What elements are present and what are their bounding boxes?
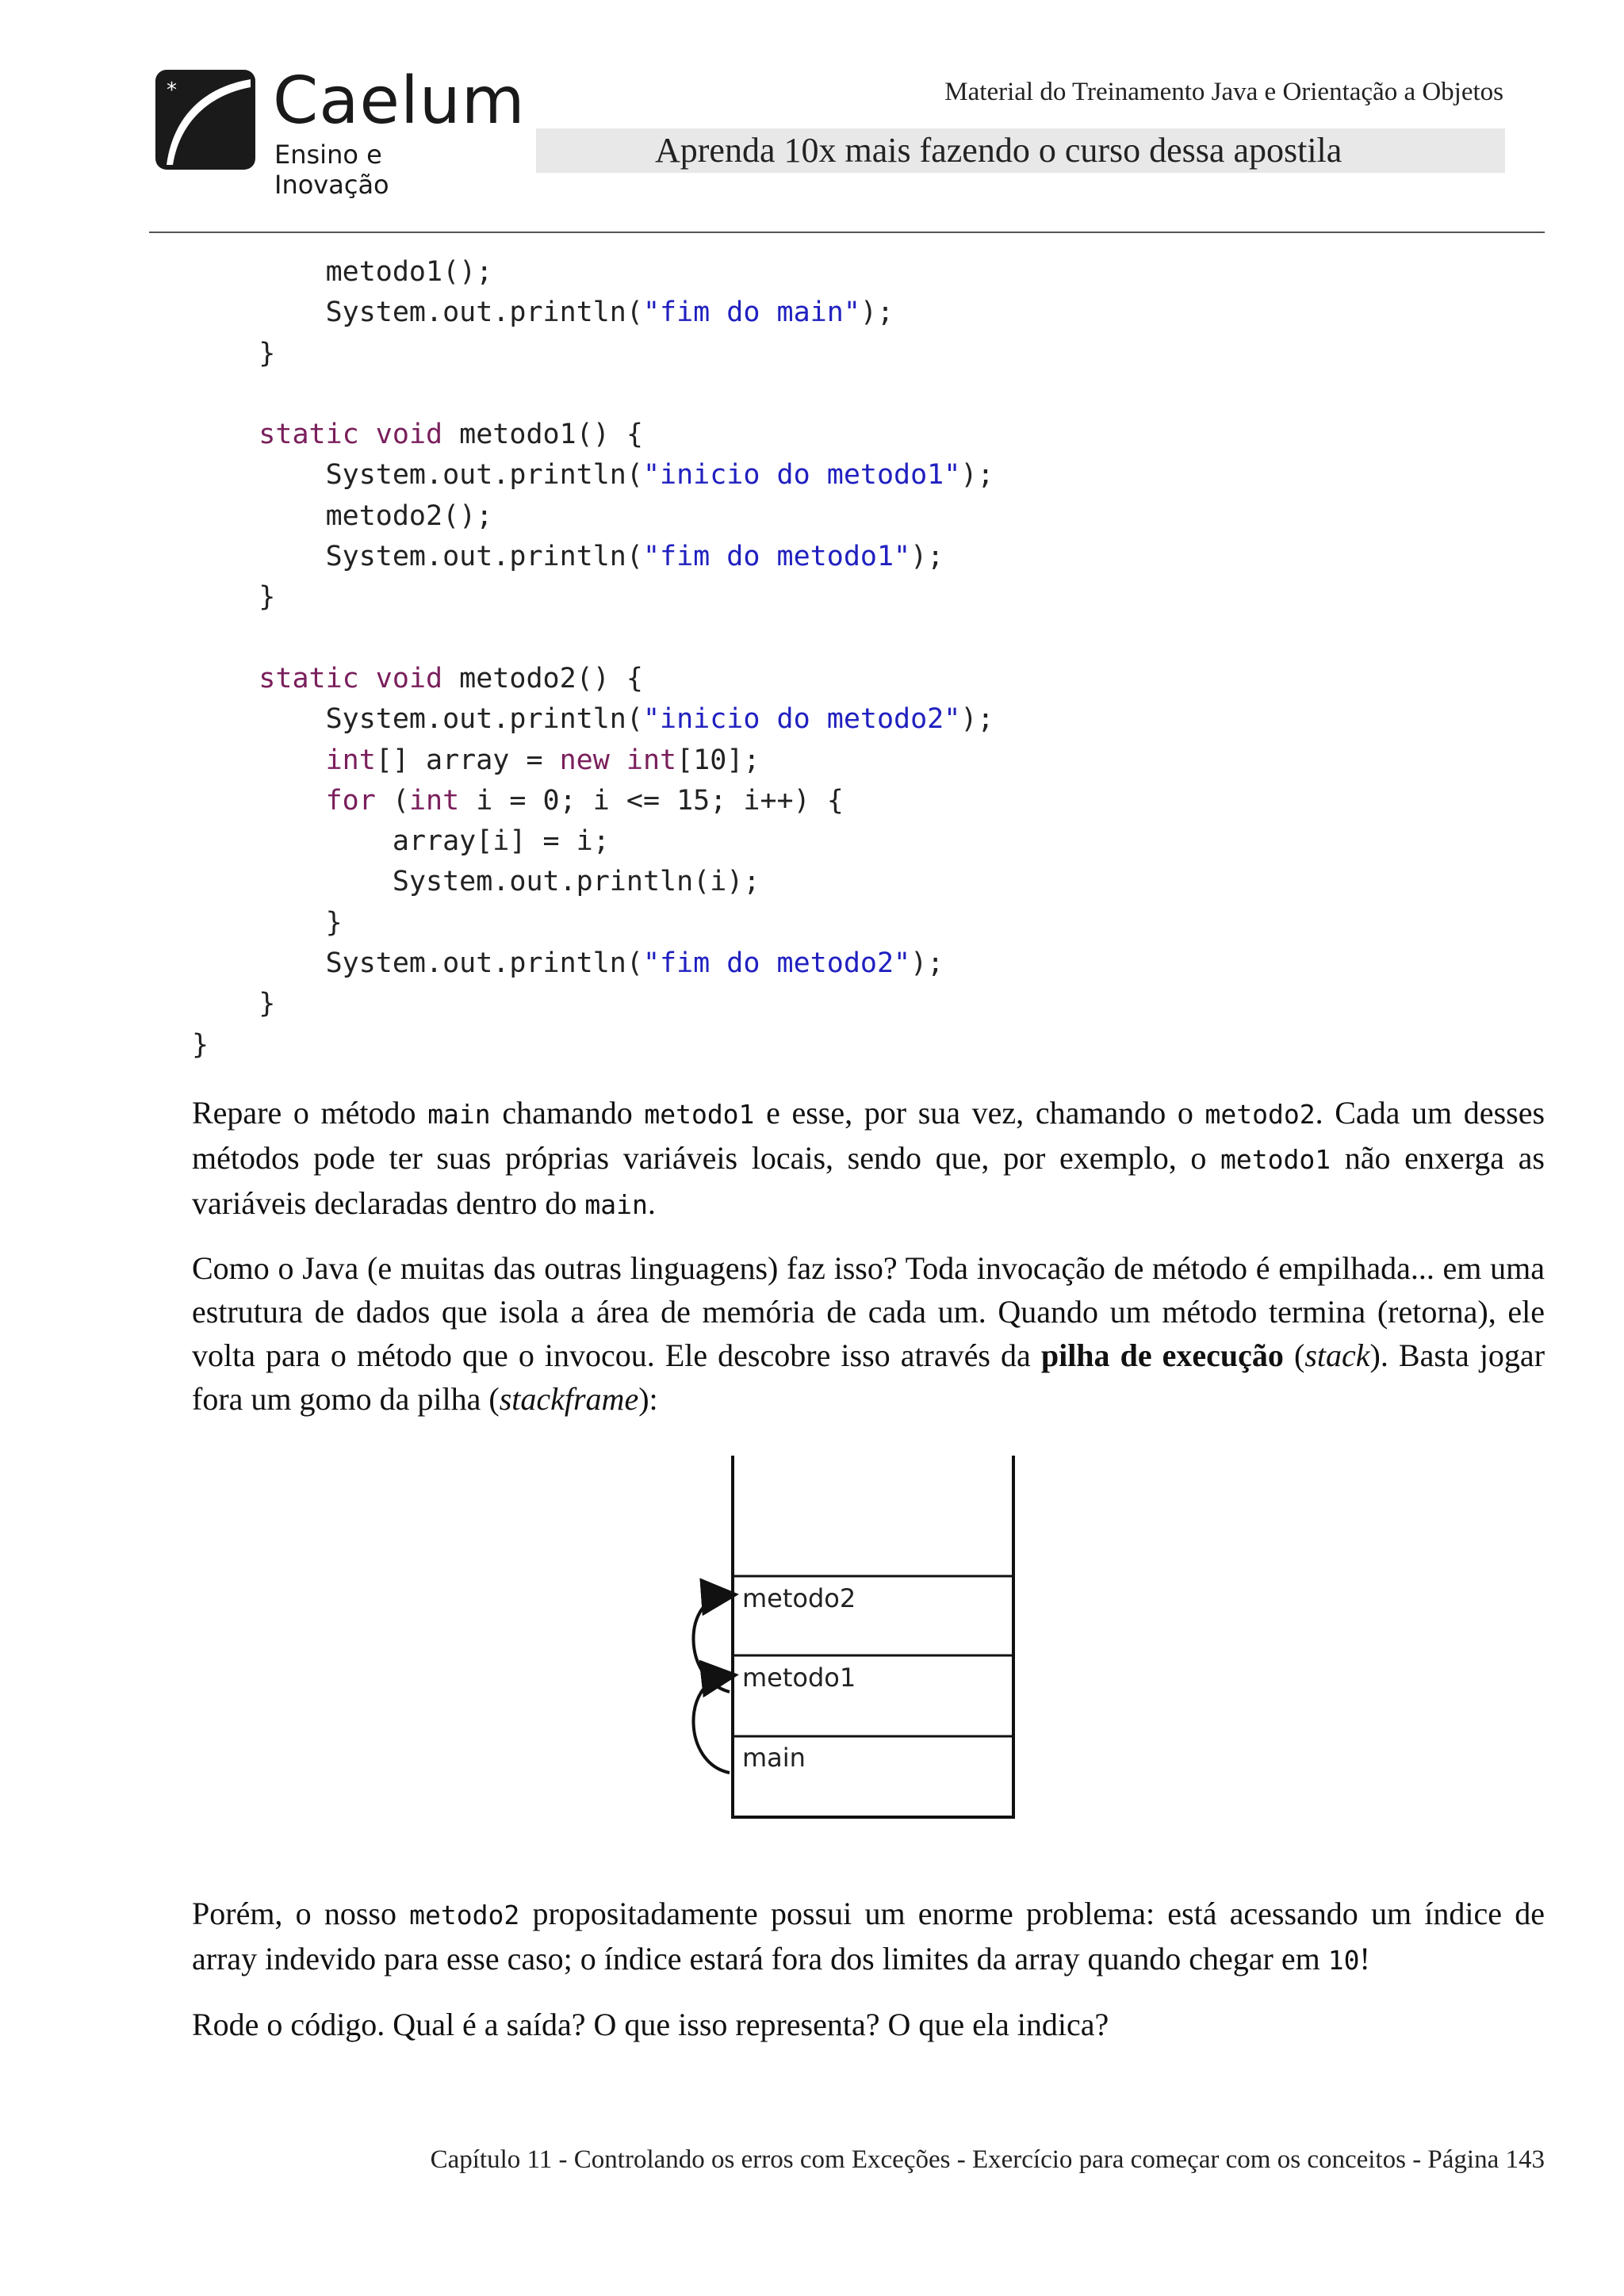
header-banner-text: Aprenda 10x mais fazendo o curso dessa apostila xyxy=(655,131,1342,170)
code-line: System.out.println("fim do main"); xyxy=(325,297,894,329)
logo-name: Caelum xyxy=(273,63,526,139)
frame-label-main: main xyxy=(742,1743,806,1773)
svg-text:*: * xyxy=(167,78,177,102)
paragraph-array-problem: Porém, o nosso metodo2 propositadamente possui um enorme problema: está acessando um índice de array indevido para esse caso; o índice estará fora dos limites da array quando chegar em 10! xyxy=(192,1896,1545,1976)
code-line: static void metodo1() { xyxy=(259,419,643,451)
code-line: metodo1(); xyxy=(325,256,493,288)
code-line: } xyxy=(259,581,276,614)
stack-diagram xyxy=(666,1456,1031,1828)
code-line: } xyxy=(325,906,343,939)
code-line: System.out.println(i); xyxy=(392,866,760,898)
page-footer: Capítulo 11 - Controlando os erros com Exceções - Exercício para começar com os conceitos - Página 143 xyxy=(430,2145,1545,2174)
caelum-logo xyxy=(155,63,526,200)
code-line: System.out.println("inicio do metodo1"); xyxy=(325,459,994,492)
code-line: } xyxy=(259,988,276,1020)
code-line: array[i] = i; xyxy=(392,825,610,858)
code-line: metodo2(); xyxy=(325,499,493,532)
code-listing xyxy=(192,252,994,1066)
header-banner xyxy=(536,128,1505,173)
code-line: } xyxy=(259,337,276,369)
logo-mark-icon xyxy=(155,70,255,170)
code-line: for (int i = 0; i <= 15; i++) { xyxy=(325,784,844,817)
header-divider xyxy=(149,232,1545,233)
code-line: System.out.println("fim do metodo2"); xyxy=(325,947,944,980)
frame-label-metodo1: metodo1 xyxy=(742,1663,856,1693)
stack-frames xyxy=(733,1576,1013,1773)
logo-tagline: Ensino e Inovação xyxy=(274,140,389,200)
code-line: } xyxy=(192,1028,209,1061)
paragraph-stack-explanation: Como o Java (e muitas das outras linguagens) faz isso? Toda invocação de método é empilhada... em uma estrutura de dados que isola a área de memória de cada um. Quando um método termina (retorna), ele volta para o método que o invocou. Ele descobre isso através da pilha de execução (stack). Basta jogar fora um gomo da pilha (stackframe): xyxy=(192,1250,1545,1417)
paragraph-run-code: Rode o código. Qual é a saída? O que isso representa? O que ela indica? xyxy=(192,2007,1109,2042)
frame-label-metodo2: metodo2 xyxy=(742,1583,856,1613)
paragraph-method-calls: Repare o método main chamando metodo1 e esse, por sua vez, chamando o metodo2. Cada um desses métodos pode ter suas próprias variáveis locais, sendo que, por exemplo, o metodo1 não enxerga as variáveis declaradas dentro do main. xyxy=(192,1095,1545,1221)
code-line: System.out.println("fim do metodo1"); xyxy=(325,541,944,573)
code-line: static void metodo2() { xyxy=(259,662,643,695)
code-line: System.out.println("inicio do metodo2"); xyxy=(325,703,994,736)
code-line: int[] array = new int[10]; xyxy=(325,744,760,776)
header-title: Material do Treinamento Java e Orientação a Objetos xyxy=(944,78,1503,106)
